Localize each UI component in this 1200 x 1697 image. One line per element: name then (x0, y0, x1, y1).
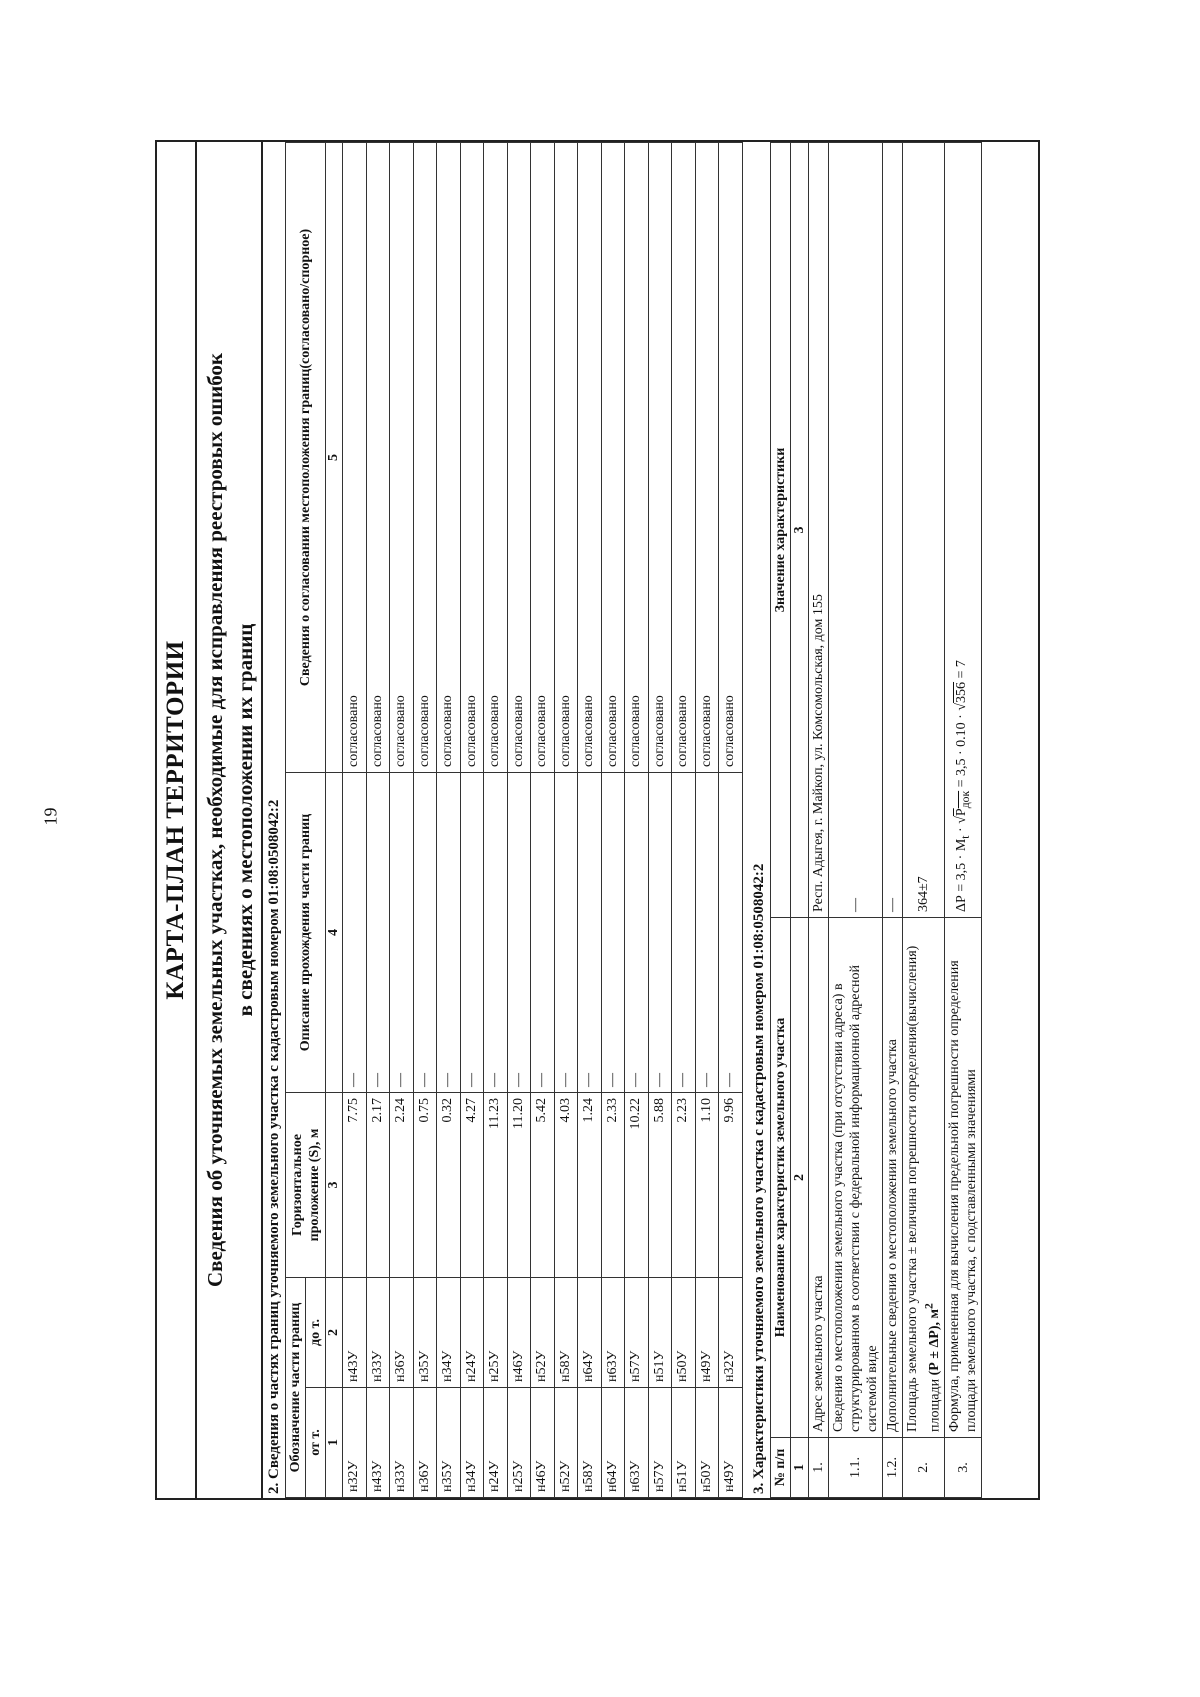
cell-distance: 11.20 (507, 1092, 531, 1277)
table-row (828, 143, 882, 1498)
row-name: Дополнительные сведения о местоположении земельного участка (882, 918, 902, 1438)
table-row (902, 143, 945, 1498)
header-description: Описание прохождения части границ (286, 772, 326, 1092)
col-number: 3 (790, 143, 808, 918)
cell-from: н46У (531, 1388, 555, 1498)
row-num: 1.1. (828, 1438, 882, 1498)
cell-distance: 5.88 (648, 1092, 672, 1277)
header-agreement: Сведения о согласовании местоположения границ(согласовано/спорное) (286, 143, 326, 773)
cell-distance: 1.10 (695, 1092, 719, 1277)
cell-agreement: согласовано (578, 143, 602, 773)
cell-description: — (554, 772, 578, 1092)
cell-distance: 5.42 (531, 1092, 555, 1277)
table-row (695, 143, 719, 1498)
table-row (719, 143, 743, 1498)
cell-to: н50У (672, 1277, 696, 1387)
col-number: 2 (790, 918, 808, 1438)
table-row (507, 143, 531, 1498)
cell-agreement: согласовано (554, 143, 578, 773)
table-row (601, 143, 625, 1498)
table-row (437, 143, 461, 1498)
table-row (648, 143, 672, 1498)
cell-description: — (648, 772, 672, 1092)
cell-to: н52У (531, 1277, 555, 1387)
cell-description: — (695, 772, 719, 1092)
row-num: 2. (902, 1438, 945, 1498)
cell-from: н33У (390, 1388, 414, 1498)
column-numbers-row (326, 143, 343, 1498)
cell-description: — (484, 772, 508, 1092)
table-row (460, 143, 484, 1498)
cell-agreement: согласовано (719, 143, 743, 773)
row-name (902, 918, 945, 1438)
cell-agreement: согласовано (413, 143, 437, 773)
cell-from: н43У (366, 1388, 390, 1498)
section3-caption: 3. Характеристики уточняемого земельного участка с кадастровым номером 01:08:0508042:2 (750, 863, 767, 1494)
subtitle-line-1: Сведения об уточняемых земельных участках, необходимые для исправления реестровых ошибок (203, 352, 227, 1288)
table-row (578, 143, 602, 1498)
cell-description: — (625, 772, 649, 1092)
cell-description: — (719, 772, 743, 1092)
row-value: — (828, 143, 882, 918)
col-number: 5 (326, 143, 343, 773)
table-row (531, 143, 555, 1498)
cell-to: н32У (719, 1277, 743, 1387)
page-number: 19 (40, 807, 61, 826)
cell-distance: 2.24 (390, 1092, 414, 1277)
column-numbers-row (790, 143, 808, 1498)
subtitle-line-2: в сведениях о местоположении их границ (233, 623, 257, 1017)
cell-to: н35У (413, 1277, 437, 1387)
cell-agreement: согласовано (437, 143, 461, 773)
cell-description: — (437, 772, 461, 1092)
row-name: Сведения о местоположении земельного участка (при отсутствии адреса) в структурированном в соответствии с федеральной информационной адресной системой виде (828, 918, 882, 1438)
cell-distance: 4.03 (554, 1092, 578, 1277)
cell-agreement: согласовано (672, 143, 696, 773)
cell-from: н36У (413, 1388, 437, 1498)
header-value: Значение характеристики (770, 143, 790, 918)
cell-to: н34У (437, 1277, 461, 1387)
cell-agreement: согласовано (343, 143, 367, 773)
cell-to: н36У (390, 1277, 414, 1387)
row-value: 364±7 (902, 143, 945, 918)
cell-description: — (531, 772, 555, 1092)
table-row (484, 143, 508, 1498)
table-row (672, 143, 696, 1498)
cell-agreement: согласовано (625, 143, 649, 773)
cell-from: н35У (437, 1388, 461, 1498)
table-row (343, 143, 367, 1498)
header-distance: Горизонтальное проложение (S), м (286, 1092, 326, 1277)
table-row (413, 143, 437, 1498)
row-name: Формула, примененная для вычисления предельной погрешности определения площади земельного участка, с подставленными значениями (945, 918, 982, 1438)
area-formula-label: (Р ± ΔР), $м^2$ (922, 1303, 943, 1376)
section2-caption: 2. Сведения о частях границ уточняемого земельного участка с кадастровым номером 01:08:0508042:2 (266, 799, 282, 1494)
row-name: Адрес земельного участка (808, 918, 828, 1438)
cell-from: н52У (554, 1388, 578, 1498)
cell-to: н49У (695, 1277, 719, 1387)
characteristics-table (770, 142, 983, 1498)
cell-agreement: согласовано (648, 143, 672, 773)
cell-agreement: согласовано (366, 143, 390, 773)
cell-distance: 0.32 (437, 1092, 461, 1277)
cell-description: — (507, 772, 531, 1092)
cell-from: н57У (648, 1388, 672, 1498)
cell-agreement: согласовано (460, 143, 484, 773)
cell-to: н43У (343, 1277, 367, 1387)
area-label: Площадь земельного участка ± величина погрешности определения(вычисления) площади (904, 945, 943, 1432)
cell-distance: 11.23 (484, 1092, 508, 1277)
cell-from: н64У (601, 1388, 625, 1498)
table-row (554, 143, 578, 1498)
cell-distance: 10.22 (625, 1092, 649, 1277)
cell-description: — (672, 772, 696, 1092)
cell-to: н58У (554, 1277, 578, 1387)
cell-to: н46У (507, 1277, 531, 1387)
cell-agreement: согласовано (531, 143, 555, 773)
cell-to: н25У (484, 1277, 508, 1387)
col-number: 1 (326, 1388, 343, 1498)
table-row (390, 143, 414, 1498)
col-number: 1 (790, 1438, 808, 1498)
cell-distance: 4.27 (460, 1092, 484, 1277)
cell-description: — (343, 772, 367, 1092)
boundary-parts-table (285, 142, 743, 1498)
cell-agreement: согласовано (484, 143, 508, 773)
table-row (625, 143, 649, 1498)
cell-agreement: согласовано (390, 143, 414, 773)
cell-from: н58У (578, 1388, 602, 1498)
table-row (808, 143, 828, 1498)
col-number: 2 (326, 1277, 343, 1387)
cell-from: н32У (343, 1388, 367, 1498)
cell-from: н24У (484, 1388, 508, 1498)
cell-agreement: согласовано (507, 143, 531, 773)
cell-description: — (366, 772, 390, 1092)
header-from: от т. (306, 1388, 326, 1498)
row-num: 1. (808, 1438, 828, 1498)
cell-distance: 9.96 (719, 1092, 743, 1277)
cell-to: н64У (578, 1277, 602, 1387)
header-name: Наименование характеристик земельного участка (770, 918, 790, 1438)
error-formula: $\Delta Р = 3,5 \cdot M_t \cdot √Р_{док} = 3,5 \cdot 0.10 \cdot √356 = 7$ (945, 143, 982, 918)
cell-description: — (578, 772, 602, 1092)
col-number: 3 (326, 1092, 343, 1277)
cell-from: н63У (625, 1388, 649, 1498)
header-num: № п/п (770, 1438, 790, 1498)
cell-from: н25У (507, 1388, 531, 1498)
page-subtitle (197, 142, 263, 1498)
cell-description: — (601, 772, 625, 1092)
page-title: КАРТА-ПЛАН ТЕРРИТОРИИ (157, 142, 197, 1498)
cell-agreement: согласовано (601, 143, 625, 773)
col-number: 4 (326, 772, 343, 1092)
header-designation: Обозначение части границ (286, 1277, 306, 1497)
row-value: — (882, 143, 902, 918)
cell-distance: 1.24 (578, 1092, 602, 1277)
cell-distance: 2.33 (601, 1092, 625, 1277)
cell-description: — (413, 772, 437, 1092)
cell-description: — (460, 772, 484, 1092)
cell-to: н51У (648, 1277, 672, 1387)
rotated-page (155, 140, 1045, 1500)
table-row (366, 143, 390, 1498)
table-row (945, 143, 982, 1498)
row-num: 1.2. (882, 1438, 902, 1498)
cell-distance: 2.23 (672, 1092, 696, 1277)
cell-from: н34У (460, 1388, 484, 1498)
header-to: до т. (306, 1277, 326, 1387)
cell-distance: 2.17 (366, 1092, 390, 1277)
cell-from: н49У (719, 1388, 743, 1498)
cell-to: н33У (366, 1277, 390, 1387)
table-row (882, 143, 902, 1498)
cell-to: н24У (460, 1277, 484, 1387)
row-value: Респ. Адыгея, г. Майкоп, ул. Комсомольская, дом 155 (808, 143, 828, 918)
cell-description: — (390, 772, 414, 1092)
cell-distance: 7.75 (343, 1092, 367, 1277)
cell-from: н51У (672, 1388, 696, 1498)
cell-agreement: согласовано (695, 143, 719, 773)
cell-to: н63У (601, 1277, 625, 1387)
cell-to: н57У (625, 1277, 649, 1387)
row-num: 3. (945, 1438, 982, 1498)
cell-from: н50У (695, 1388, 719, 1498)
cell-distance: 0.75 (413, 1092, 437, 1277)
document-frame (155, 140, 1040, 1500)
